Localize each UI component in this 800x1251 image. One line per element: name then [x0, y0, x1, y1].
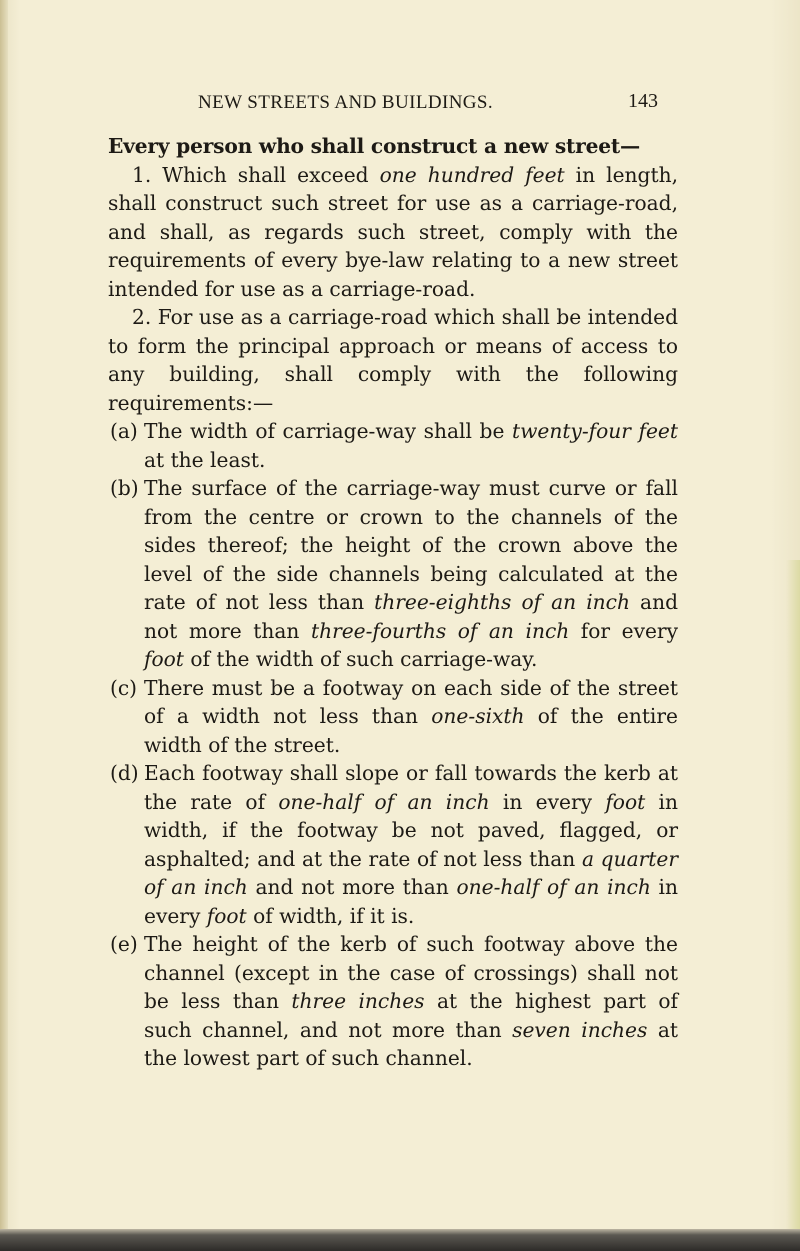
page-number: 143 — [628, 90, 658, 112]
requirement-b-emphasis-3: foot — [144, 647, 184, 671]
body-text — [108, 132, 678, 1073]
requirement-c-text: There must be a footway on each side of the street of a width not less than — [144, 675, 678, 728]
requirement-c-text-cont: of the entire width of the street. — [144, 704, 678, 757]
requirement-d-emphasis-5: foot — [206, 903, 247, 928]
clause-1-text: 1. Which shall exceed — [132, 162, 380, 187]
requirement-d-text: Each footway shall slope or fall towards the kerb at the rate of — [144, 761, 678, 814]
clause-1-text-cont: in length, shall construct such street for use as a carriage-road, and shall, as regards such street, comply with the requirements of every bye-law relating to a new street intended for use as a carriage-road. — [108, 162, 678, 301]
requirement-c-emphasis: one-sixth — [431, 704, 525, 728]
requirement-e-emphasis-2: seven inches — [512, 1017, 648, 1042]
requirement-d-text-6: of width, if it is. — [246, 903, 415, 928]
requirement-a-text: The width of carriage-way shall be — [144, 419, 512, 443]
requirement-c — [110, 674, 678, 760]
requirement-a-text-cont: at the least. — [144, 447, 266, 472]
page-header — [0, 88, 800, 118]
requirement-b-label: (b) — [110, 476, 139, 500]
requirement-c-label: (c) — [110, 675, 138, 700]
page-gutter-shadow — [0, 0, 8, 1251]
requirement-d-text-3: in width, if the footway be not paved, flagged, or asphalted; and at the rate of not less than — [144, 789, 678, 871]
requirement-a-emphasis: twenty-four feet — [511, 419, 678, 443]
requirement-e — [110, 930, 678, 1073]
requirement-e-text-3: at the lowest part of such channel. — [144, 1017, 678, 1070]
requirement-d-text-5: in every — [144, 875, 678, 928]
requirement-b-text-2: and not more than — [144, 590, 678, 643]
requirement-b-text-4: of the width of such carriage-way. — [183, 647, 538, 671]
requirement-b-emphasis-1: three-eighths of an inch — [374, 590, 630, 614]
requirement-a-label: (a) — [110, 419, 138, 443]
requirement-d-text-4: and not more than — [247, 875, 457, 899]
requirement-d-emphasis-3: a quarter of an inch — [144, 846, 678, 899]
clause-1 — [108, 161, 678, 304]
requirement-b-emphasis-2: three-fourths of an inch — [310, 618, 570, 643]
requirement-d-emphasis-1: one-half of an inch — [278, 789, 490, 814]
requirement-d-emphasis-2: foot — [605, 789, 646, 814]
requirement-a — [110, 417, 678, 474]
requirement-d-emphasis-4: one-half of an inch — [456, 875, 651, 899]
requirement-e-emphasis-1: three inches — [291, 989, 425, 1013]
requirement-b — [110, 474, 678, 674]
requirement-b-text: The surface of the carriage-way must curve or fall from the centre or crown to the channels of the sides thereof; the height of the crown above the level of the side channels being calculated at the rate of not less than — [144, 476, 678, 614]
section-opener: Every person who shall construct a new street— — [108, 134, 640, 158]
clause-2 — [108, 303, 678, 417]
clause-2-text: 2. For use as a carriage-road which shall be intended to form the principal approach or means of access to any building, shall comply with the following requirements:— — [108, 305, 678, 415]
requirement-d — [110, 759, 678, 930]
scan-bottom-edge — [0, 1229, 800, 1251]
requirement-d-label: (d) — [110, 761, 139, 785]
clause-1-emphasis: one hundred feet — [379, 162, 565, 187]
requirement-b-text-3: for every — [569, 618, 678, 643]
requirement-e-label: (e) — [110, 932, 138, 956]
page-edge-stain — [786, 560, 800, 1240]
running-head: NEW STREETS AND BUILDINGS. — [198, 92, 494, 113]
requirement-e-text-2: at the highest part of such channel, and not more than — [144, 989, 678, 1042]
requirement-d-text-2: in every — [489, 789, 606, 814]
requirement-e-text: The height of the kerb of such footway above the channel (except in the case of crossings) shall not be less than — [144, 932, 678, 1013]
